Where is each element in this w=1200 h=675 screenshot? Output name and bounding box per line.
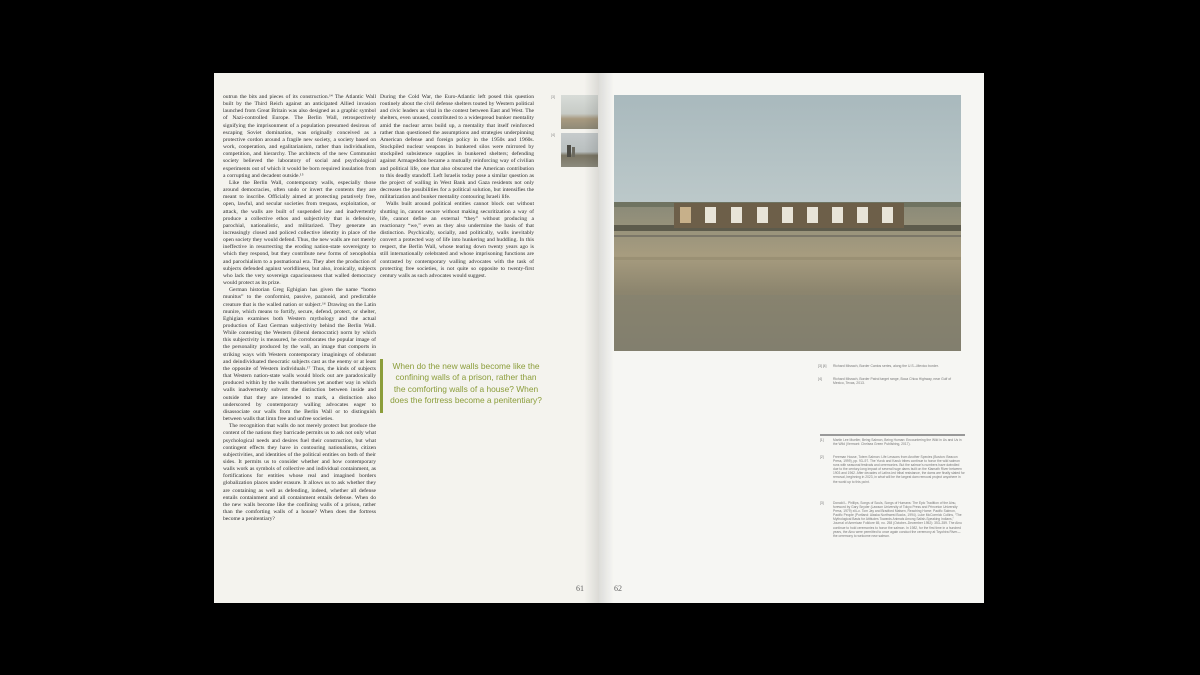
- endnote-text: Martin Lee Mueller, Being Salmon, Being Human: Encountering the Wild in Us and Us in the Wild (Vermont: Chelsea Green Publishing, 2017).: [833, 438, 962, 447]
- endnote-marker: [2]: [820, 455, 824, 459]
- text-column-left: [223, 94, 376, 582]
- body-paragraph: Like the Berlin Wall, contemporary walls, especially those around democracies, often undo or invert the contents they are meant to inscribe. Officially aimed at protecting putatively free, open, lawful, and secular societies from trespass, exploitation, or attack, the walls are built of suspended law and inadvertently produce a collective ethos and subjectivity that is defensive, parochial, nationalistic, and militarized. They generate an increasingly closed and policed collective identity in place of the open society they would defend. Thus, the new walls are not merely ineffective in resurrecting the eroding nation-state sovereignty to which they respond, but they contribute new forms of xenophobia and parochialism to a postnational era. They abet the production of subjects defended against worldliness, but also, ironically, subjects who lack the very sovereign capaciousness that walled democracy would protect as its prize.: [223, 179, 376, 287]
- body-paragraph: outrun the bits and pieces of its construction.¹⁴ The Atlantic Wall built by the Third Reich against an anticipated Allied invasion launched from Great Britain was also designed as a graphic symbol of Nazi-controlled Europe. The Berlin Wall, retrospectively signifying the imprisonment of a population presumed desirous of escaping Soviet domination, was originally conceived as a protective cordon around a fragile new society, a society based on work, cooperation, and egalitarianism, rather than individualism, competition, and hierarchy. The architects of the new Communist society believed the laboratory of social and psychological experiments out of which it would be born required insulation from a corrupting and decadent outside.¹⁵: [223, 94, 376, 179]
- page-number-right: 62: [614, 584, 622, 593]
- caption-marker: [4]: [818, 377, 822, 381]
- pull-quote: [380, 359, 541, 413]
- notes-divider: [820, 434, 965, 436]
- page-number-left: 61: [576, 584, 584, 593]
- body-paragraph: During the Cold War, the Euro-Atlantic left posed this question routinely about the civil defense shelters touted by Western political and civic leaders as vital in the contest between East and West. The shelters, even unused, contributed to a widespread bunker mentality amid the nuclear arms build up, a mentality that itself reinforced rather than questioned the assumptions and strategies underpinning American defense and foreign policy in the 1950s and 1960s. Stockpiled nuclear weapons in bunkered silos were mirrored by stockpiled subsistence supplies in bunkered shelters; defending against Armageddon became a mutually reinforcing way of civilian and political life, one that also obscured the American contribution to this deadly standoff. Left Israelis today pose a similar question as the project of walling in West Bank and Gaza residents not only decreases the possibilities for a political solution, but intensifies the militarization and bunker mentality contouring Israeli life.: [380, 94, 534, 201]
- caption-marker: [3] [4]: [818, 364, 827, 368]
- thumbnail-image: [561, 95, 598, 129]
- pull-quote-text: When do the new walls become like the confining walls of a prison, rather than the comforting walls of a house? When does the fortress become a penitentiary?: [390, 361, 542, 406]
- body-paragraph: German historian Greg Eghigian has given the name “homo munitus” to the conformist, passive, paranoid, and predictable creature that is the walled nation or subject.¹⁶ Drawing on the Latin munire, which means to fortify, secure, defend, protect, or shelter, Eghigian examines both Western mythology and the actual production of East German subjectivity behind the Berlin Wall. While contesting the Western (liberal democratic) norm by which this subjectivity is measured, he corroborates the popular image of the personality produced by the wall, an image that comports in striking ways with Western contemporary imaginings of obdurant and deindividuated theocratic subjects cast as the enemy or at least the opposite of Western individuals.¹⁷ Thus, the kinds of subjects that Western nation-state walls would block out are paradoxically produced within by the walls themselves yet another way in which walls inadvertently subvert the distinction between inside and outside that they are intended to mark, a distinction also underscored by contemporary walling advocates eager to disassociate our walls from the Berlin Wall or to distinguish between walls that limn free and unfree societies.: [223, 287, 376, 423]
- thumbnail-marker: [4]: [551, 133, 555, 137]
- right-page: [599, 73, 984, 603]
- text-column-right: [380, 94, 534, 326]
- thumbnail-marker: [3]: [551, 95, 555, 99]
- left-page: [214, 73, 599, 603]
- book-spread: [214, 73, 984, 603]
- endnote-marker: [3]: [820, 501, 824, 505]
- endnote-marker: [1]: [820, 438, 824, 442]
- target-range-photo: [614, 95, 961, 351]
- caption-text: Richard Misrach, Border Cantos series, along the U.S.–Mexico border.: [833, 364, 939, 368]
- body-paragraph: Walls built around political entities cannot block out without shutting in, cannot secure without making securitization a way of life, cannot define an external “they” without producing a reactionary “we,” even as they also undermine the basis of that distinction. Psychically, socially, and politically, walls inevitably convert a protected way of life into hunkering and huddling. In this respect, the Berlin Wall, whose tearing down twenty years ago is still internationally celebrated and whose imprisoning functions are contrasted by contemporary walling advocates with the task of protecting free societies, is not quite so opposite to twenty-first century walls as such advocates would suggest.: [380, 201, 534, 279]
- endnote-text: Donald L. Phillips, Songs of Souls, Songs of Humans: The Epic Tradition of the Ainu, foreword by Gary Snyder (Lawson University of Tokyo Press and Princeton University Press, 1979) xiii–x. Tom Jay and Bradford Matsen, Reaching Home: Pacific Salmon, Pacific People (Portland: Alaska Northwest Books, 1994). Luke McCormick Collins, “The Mythological Basis for Attitudes Towards Animals Among Salish-Speaking Indians,” Journal of American Folklore 65, no. 258 (October–December 1952): 353–359. The Ainu continue to hold ceremonies to honor the salmon. In 1982, for the first time in a hundred years, the Ainu were permitted to once again conduct the ceremony at Toyohira River—the ceremony to welcome new salmon.: [833, 501, 962, 538]
- body-paragraph: The recognition that walls do not merely protect but produce the content of the nations they barricade permits us to ask not only what psychological needs and desires fuel their construction, but what contingent effects they have in contouring nationalisms, citizen subjectivities, and identities of the political entities on both of their sides. It permits us to consider whether and how contemporary walls work as symbols of collective and individual containment, as fortifications for entities whose real and imagined borders globalization places under erasure. It allows us to ask whether they are containing as well as defending, indeed, whether all defense entails containment and all containment entails defense. When do the new walls become like the confining walls of a prison, rather than the comforting walls of a house? When does the fortress become a penitentiary?: [223, 423, 376, 523]
- thumbnail-image: [561, 133, 598, 167]
- caption-text: Richard Misrach, Border Patrol target range, Boca Chica Highway, near Gulf of Mexico, Texas, 2013.: [833, 377, 952, 386]
- endnote-text: Freeman House, Totem Salmon: Life Lessons from Another Species (Boston: Beacon Press, 1999), pp. 93–97. The Yurok and Karuk tribes continue to honor the wild salmon runs with seasonal festivals and ceremonies. But the salmon's numbers have dwindled due to the century-long impact of several huge dams built on the Klamath River between 1903 and 1962. After decades of Latinx-led tribal resistance, the dams are finally slated for removal, beginning in 2023, in what will be the largest dam removal project anywhere in the world up to this point.: [833, 455, 965, 484]
